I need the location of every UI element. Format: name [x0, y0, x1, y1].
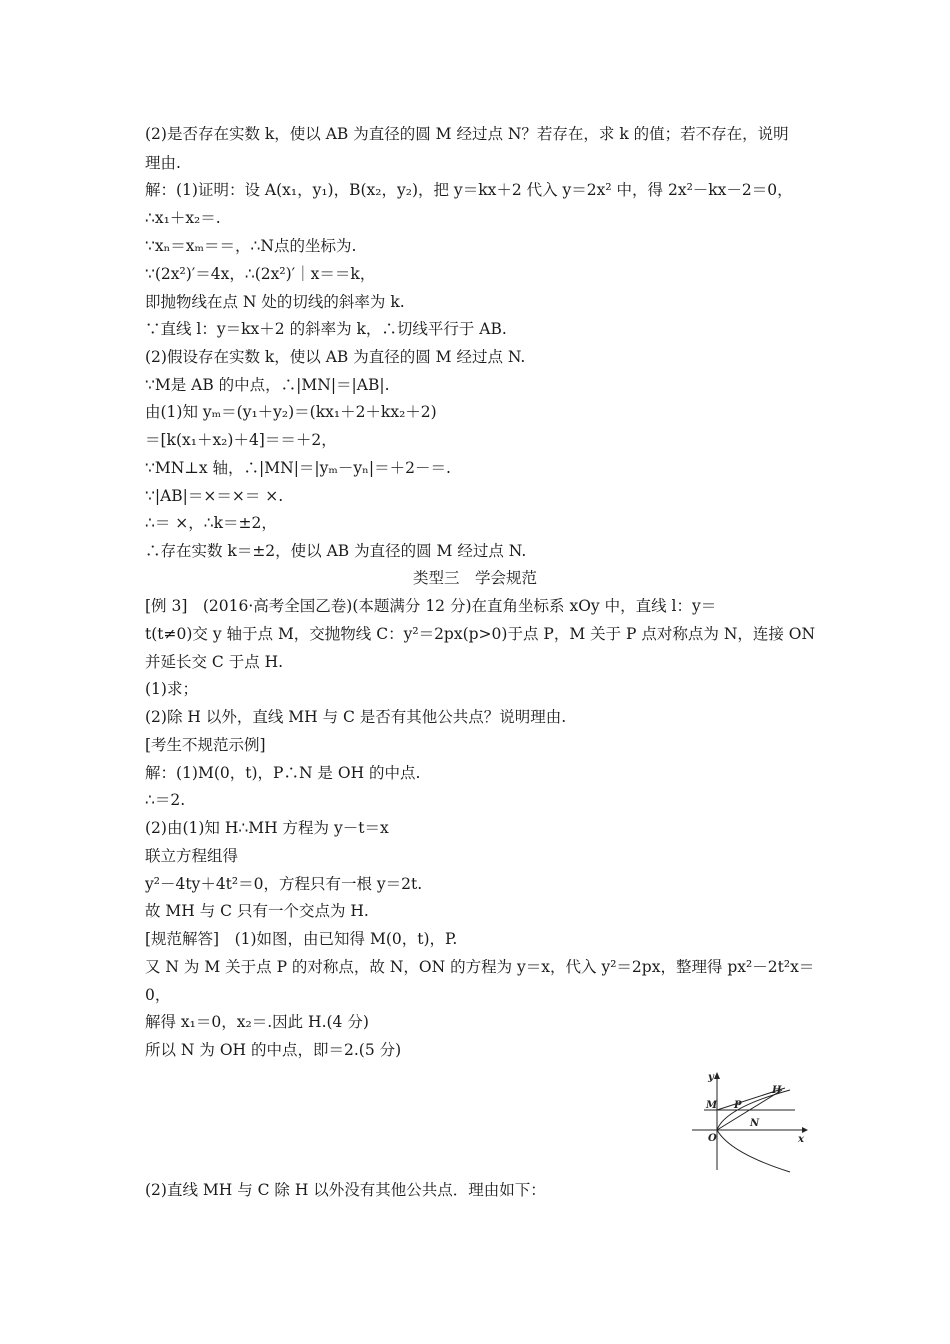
parabola-lower-branch	[717, 1130, 790, 1172]
label-p: P	[734, 1100, 742, 1111]
text-line: ∵xₙ＝xₘ＝＝，∴N点的坐标为.	[145, 237, 357, 255]
text-line: ＝[k(x₁＋x₂)＋4]＝＝＋2，	[145, 431, 337, 449]
text-line: 理由.	[145, 154, 181, 172]
text-line: 又 N 为 M 关于点 P 的对称点，故 N，ON 的方程为 y＝x，代入 y²＝2px，整理得 px²－2t²x＝	[145, 958, 815, 976]
text-line: [例 3] (2016·高考全国乙卷)(本题满分 12 分)在直角坐标系 xOy 中，直线 l：y＝	[145, 597, 717, 615]
label-y: y	[708, 1072, 714, 1083]
text-line: (2)假设存在实数 k，使以 AB 为直径的圆 M 经过点 N.	[145, 348, 526, 366]
text-line: ∵M是 AB 的中点，∴|MN|＝|AB|.	[145, 376, 390, 394]
text-line: ∵MN⊥x 轴，∴|MN|＝|yₘ－yₙ|＝＋2－＝.	[145, 459, 451, 477]
label-h: H	[772, 1085, 782, 1096]
text-line: ∵|AB|＝×＝×＝ ×.	[145, 487, 284, 505]
text-line: 0，	[145, 986, 171, 1004]
text-line: ∴x₁＋x₂＝.	[145, 209, 221, 227]
text-line: ∴存在实数 k＝±2，使以 AB 为直径的圆 M 经过点 N.	[145, 542, 527, 560]
text-line: (2)由(1)知 H∴MH 方程为 y－t＝x	[145, 819, 389, 837]
label-x: x	[798, 1134, 804, 1145]
text-line: 并延长交 C 于点 H.	[145, 653, 284, 671]
text-line: (2)除 H 以外，直线 MH 与 C 是否有其他公共点？说明理由.	[145, 708, 567, 726]
text-line: 所以 N 为 OH 的中点，即＝2.(5 分)	[145, 1041, 402, 1059]
label-o: O	[708, 1133, 717, 1144]
text-line: 解得 x₁＝0，x₂＝.因此 H.(4 分)	[145, 1013, 369, 1031]
text-line: [规范解答] (1)如图，由已知得 M(0，t)，P.	[145, 930, 458, 948]
text-line: ∵直线 l：y＝kx＋2 的斜率为 k，∴切线平行于 AB.	[145, 320, 507, 338]
label-n: N	[750, 1118, 760, 1129]
text-line: (1)求；	[145, 680, 198, 698]
text-line: 解：(1)M(0，t)，P∴N 是 OH 的中点.	[145, 764, 421, 782]
text-line: (2)直线 MH 与 C 除 H 以外没有其他公共点．理由如下：	[145, 1181, 546, 1199]
label-m: M	[706, 1100, 718, 1111]
text-line: 故 MH 与 C 只有一个交点为 H.	[145, 902, 369, 920]
text-line: 由(1)知 yₘ＝(y₁＋y₂)＝(kx₁＋2＋kx₂＋2)	[145, 403, 437, 421]
text-line: 联立方程组得	[145, 847, 239, 865]
text-line: ∴＝ ×，∴k＝±2，	[145, 514, 277, 532]
text-line: [考生不规范示例]	[145, 736, 266, 754]
text-line: 解：(1)证明：设 A(x₁，y₁)，B(x₂，y₂)，把 y＝kx＋2 代入 y＝2x² 中，得 2x²－kx－2＝0，	[145, 181, 793, 199]
x-axis-arrow	[802, 1127, 808, 1133]
parabola-figure	[690, 1068, 815, 1173]
text-line: y²－4ty＋4t²＝0，方程只有一根 y＝2t.	[145, 875, 423, 893]
text-line: (2)是否存在实数 k，使以 AB 为直径的圆 M 经过点 N？若存在，求 k 的值；若不存在，说明	[145, 125, 789, 143]
text-line: 即抛物线在点 N 处的切线的斜率为 k.	[145, 293, 405, 311]
text-line: t(t≠0)交 y 轴于点 M，交抛物线 C：y²＝2px(p>0)于点 P，M 关于 P 点对称点为 N，连接 ON	[145, 625, 816, 643]
text-line: ∴＝2.	[145, 791, 186, 809]
y-axis-arrow	[714, 1072, 720, 1079]
section-heading: 类型三 学会规范	[412, 569, 537, 587]
text-line: ∵(2x²)′＝4x，∴(2x²)′｜x＝＝k，	[145, 265, 376, 283]
